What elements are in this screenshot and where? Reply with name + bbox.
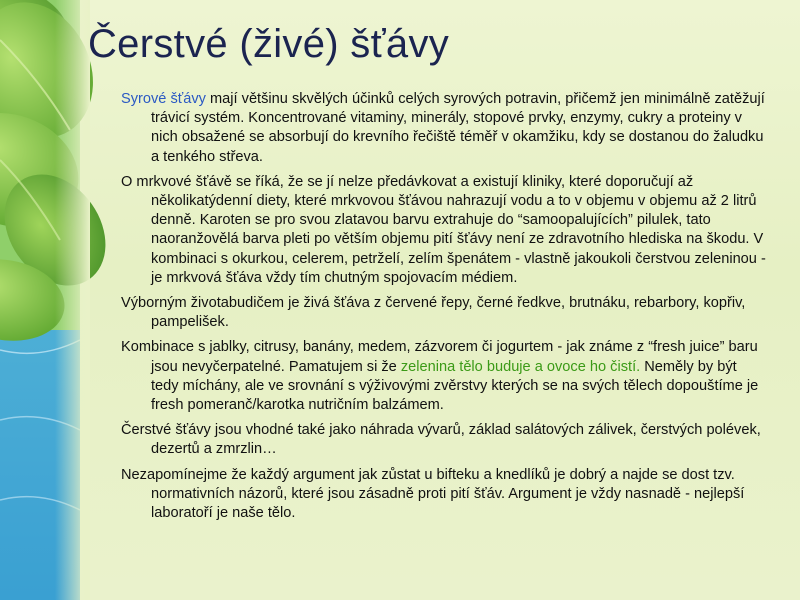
highlight-vegetables-fruit: zelenina tělo buduje a ovoce ho čistí. bbox=[400, 358, 641, 375]
paragraph-combinations bbox=[121, 338, 767, 415]
paragraph-raw-juices bbox=[121, 90, 767, 167]
paragraph-beetroot: Výborným životabudičem je živá šťáva z červené řepy, černé ředkve, brutnáku, rebarbory, kopřiv, pampelišek. bbox=[121, 295, 746, 331]
slide-title: Čerstvé (živé) šťávy bbox=[88, 22, 450, 66]
paragraph-text: mají většinu skvělých účinků celých syrových potravin, přičemž jen minimálně zatěžují trávicí systém. Koncentrované vitaminy, minerály, stopové prvky, enzymy, cukry a proteiny v nich obsažené se absorbují do krevního řečiště téměř v okamžiku, kdy se dostanou do žaludku a tenkého střeva. bbox=[151, 91, 765, 165]
paragraph-carrot-juice: O mrkvové šťávě se říká, že se jí nelze předávkovat a existují kliniky, které doporučují až několikatýdenní diety, které mrkvovou šťávou nahrazují vodu a to v objemu v objemu až 2 litrů denně. Karoten se pro svou zlatavou barvu extrahuje do “samoopalujících” pilulek, tato naoranžovělá barva pleti po větším objemu pití šťávy není ze zdravotního hlediska na škodu. V kombinaci s okurkou, celerem, petrželí, zelím špenátem - vlastně jakoukoli čerstvou zeleninou - je mrkvová šťáva vždy tím chutným spojovacím médiem. bbox=[121, 173, 766, 286]
highlight-raw-juices: Syrové šťávy bbox=[121, 91, 206, 107]
paragraph-text: Kombinace s jablky, citrusy, banány, medem, zázvorem či jogurtem - jak známe z “fresh juice” baru jsou nevyčerpatelné. Pamatujem si že bbox=[121, 339, 758, 375]
slide-content bbox=[121, 90, 767, 529]
paragraph-substitute: Čerstvé šťávy jsou vhodné také jako náhrada vývarů, základ salátových zálivek, čerstvých polévek, dezertů a zmrzlin… bbox=[121, 422, 761, 458]
paragraph-argument: Nezapomínejme že každý argument jak zůstat u bifteku a knedlíků je dobrý a najde se dost tzv. normativních názorů, které jsou zásadně proti pití šťáv. Argument je vždy nasnadě - nejlepší laboratoří je naše tělo. bbox=[121, 466, 745, 522]
paragraph-text: Neměly by být tedy míchány, ale ve srovnání s výživovými zvěrstvy kterých se na svých tělech dopouštíme je fresh pomeranč/karotka nutričním balzámem. bbox=[151, 358, 759, 414]
